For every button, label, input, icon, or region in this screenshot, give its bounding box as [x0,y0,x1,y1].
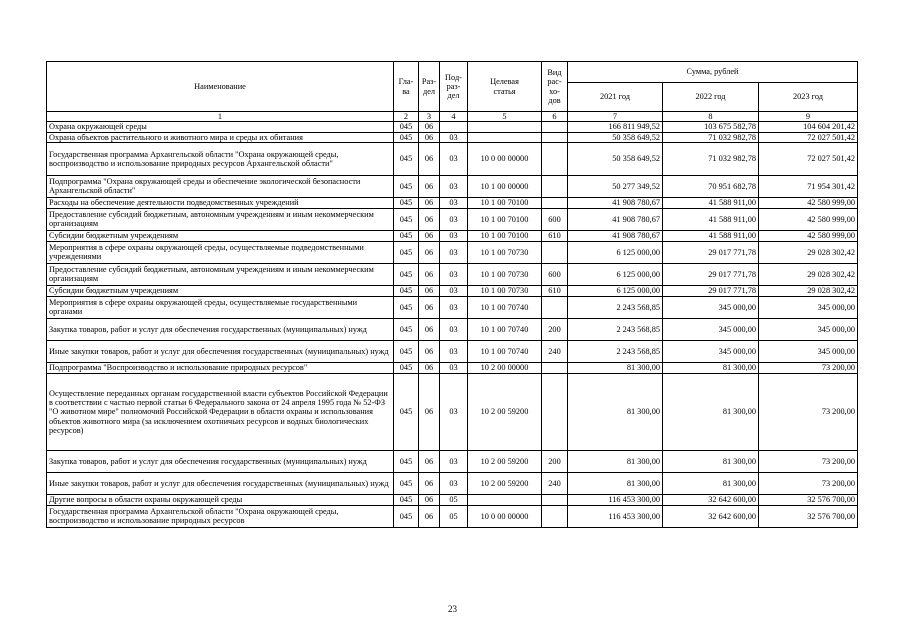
row-target-article [468,494,542,505]
row-glava: 045 [394,450,419,472]
row-sum-2022: 41 588 911,00 [663,208,759,230]
table-row [47,373,858,450]
row-glava: 045 [394,197,419,208]
table-row [47,472,858,494]
row-sum-2023: 32 576 700,00 [759,494,858,505]
row-name: Предоставление субсидий бюджетным, автономным учреждениям и иным некоммерческим организациям [47,208,394,230]
row-razdel: 06 [419,208,440,230]
table-row [47,296,858,318]
row-name: Мероприятия в сфере охраны окружающей среды, осуществляемые подведомственными учреждениями [47,241,394,263]
column-index: 6 [542,112,568,122]
row-sum-2021: 2 243 568,85 [568,296,663,318]
row-target-article: 10 1 00 70740 [468,318,542,340]
row-target-article: 10 2 00 00000 [468,362,542,373]
row-razdel: 06 [419,450,440,472]
row-sum-2023: 345 000,00 [759,296,858,318]
table-row [47,263,858,285]
row-name: Предоставление субсидий бюджетным, автономным учреждениям и иным некоммерческим организациям [47,263,394,285]
row-expense-type [542,132,568,142]
row-sum-2023: 72 027 501,42 [759,142,858,175]
row-sum-2022: 103 675 582,78 [663,122,759,132]
row-razdel: 06 [419,494,440,505]
row-sum-2021: 6 125 000,00 [568,241,663,263]
row-razdel: 06 [419,296,440,318]
row-razdel: 06 [419,175,440,197]
row-expense-type [542,142,568,175]
row-name: Расходы на обеспечение деятельности подведомственных учреждений [47,197,394,208]
column-index: 3 [419,112,440,122]
row-sum-2023: 42 580 999,00 [759,208,858,230]
row-target-article [468,122,542,132]
row-expense-type: 200 [542,318,568,340]
row-expense-type [542,373,568,450]
row-target-article: 10 0 00 00000 [468,505,542,527]
row-sum-2023: 72 027 501,42 [759,132,858,142]
row-sum-2023: 345 000,00 [759,340,858,362]
row-razdel: 06 [419,241,440,263]
row-target-article: 10 1 00 70730 [468,263,542,285]
row-sum-2021: 6 125 000,00 [568,263,663,285]
row-razdel: 06 [419,263,440,285]
table-row [47,241,858,263]
column-index: 9 [759,112,858,122]
row-target-article: 10 1 00 70100 [468,197,542,208]
row-podrazdel: 03 [440,285,468,296]
row-name: Охрана окружающей среды [47,122,394,132]
row-podrazdel: 05 [440,494,468,505]
row-podrazdel: 03 [440,142,468,175]
row-sum-2021: 81 300,00 [568,373,663,450]
row-name: Закупка товаров, работ и услуг для обеспечения государственных (муниципальных) нужд [47,318,394,340]
row-target-article: 10 1 00 70730 [468,241,542,263]
row-target-article: 10 1 00 00000 [468,175,542,197]
row-glava: 045 [394,505,419,527]
row-podrazdel: 03 [440,362,468,373]
row-sum-2021: 81 300,00 [568,472,663,494]
row-sum-2022: 345 000,00 [663,340,759,362]
header-year-2022: 2022 год [663,83,759,112]
row-sum-2021: 41 908 780,67 [568,230,663,241]
table-row [47,505,858,527]
row-sum-2021: 50 358 649,52 [568,132,663,142]
row-target-article: 10 2 00 59200 [468,450,542,472]
row-glava: 045 [394,142,419,175]
row-podrazdel: 03 [440,132,468,142]
column-index: 4 [440,112,468,122]
row-name: Государственная программа Архангельской области "Охрана окружающей среды, воспроизводство и использование природных ресурсов Архангельской области" [47,142,394,175]
row-glava: 045 [394,241,419,263]
row-name: Иные закупки товаров, работ и услуг для обеспечения государственных (муниципальных) нужд [47,340,394,362]
row-name: Подпрограмма "Воспроизводство и использование природных ресурсов" [47,362,394,373]
row-sum-2021: 50 358 649,52 [568,142,663,175]
row-expense-type: 600 [542,208,568,230]
row-sum-2021: 50 277 349,52 [568,175,663,197]
row-sum-2022: 32 642 600,00 [663,494,759,505]
table-row [47,142,858,175]
row-sum-2022: 71 032 982,78 [663,132,759,142]
row-sum-2021: 41 908 780,67 [568,197,663,208]
column-index: 1 [47,112,394,122]
row-sum-2023: 71 954 301,42 [759,175,858,197]
row-podrazdel: 03 [440,208,468,230]
row-glava: 045 [394,340,419,362]
row-name: Субсидии бюджетным учреждениям [47,230,394,241]
row-target-article: 10 0 00 00000 [468,142,542,175]
row-razdel: 06 [419,142,440,175]
row-podrazdel: 03 [440,340,468,362]
row-podrazdel [440,122,468,132]
row-target-article [468,132,542,142]
row-name: Субсидии бюджетным учреждениям [47,285,394,296]
row-glava: 045 [394,122,419,132]
row-expense-type: 610 [542,285,568,296]
row-expense-type: 200 [542,450,568,472]
row-sum-2022: 81 300,00 [663,362,759,373]
table-row [47,132,858,142]
column-index: 5 [468,112,542,122]
row-target-article: 10 1 00 70730 [468,285,542,296]
table-row [47,450,858,472]
row-glava: 045 [394,373,419,450]
row-target-article: 10 1 00 70100 [468,208,542,230]
row-name: Государственная программа Архангельской области "Охрана окружающей среды, воспроизводство и использование природных ресурсов [47,505,394,527]
row-razdel: 06 [419,230,440,241]
row-sum-2022: 71 032 982,78 [663,142,759,175]
column-index-row [47,112,858,122]
row-podrazdel: 03 [440,296,468,318]
row-sum-2022: 70 951 682,78 [663,175,759,197]
row-name: Закупка товаров, работ и услуг для обеспечения государственных (муниципальных) нужд [47,450,394,472]
row-name: Подпрограмма "Охрана окружающей среды и обеспечение экологической безопасности Архангельской области" [47,175,394,197]
row-glava: 045 [394,263,419,285]
row-expense-type: 600 [542,263,568,285]
header-razdel: Раз- дел [419,62,440,112]
row-glava: 045 [394,472,419,494]
column-index: 2 [394,112,419,122]
row-sum-2021: 116 453 300,00 [568,505,663,527]
row-glava: 045 [394,494,419,505]
row-sum-2022: 32 642 600,00 [663,505,759,527]
row-razdel: 06 [419,362,440,373]
row-sum-2022: 29 017 771,78 [663,241,759,263]
row-expense-type [542,362,568,373]
row-expense-type [542,197,568,208]
row-expense-type: 240 [542,340,568,362]
row-podrazdel: 03 [440,373,468,450]
page-number: 23 [448,604,457,614]
row-sum-2022: 81 300,00 [663,373,759,450]
row-razdel: 06 [419,472,440,494]
row-podrazdel: 05 [440,505,468,527]
row-sum-2021: 81 300,00 [568,450,663,472]
row-sum-2022: 345 000,00 [663,318,759,340]
row-glava: 045 [394,362,419,373]
row-sum-2022: 41 588 911,00 [663,230,759,241]
row-expense-type [542,494,568,505]
row-expense-type [542,122,568,132]
row-podrazdel: 03 [440,472,468,494]
row-sum-2022: 29 017 771,78 [663,263,759,285]
row-name: Осуществление переданных органам государственной власти субъектов Российской Федерации в соответствии с частью первой статьи 6 Федерального закона от 24 апреля 1995 года № 52-ФЗ "О животном мире" полномочий Российской Федерации в области охраны и использования объектов животного мира (за исключением охотничьих ресурсов и водных биологических ресурсов) [47,373,394,450]
row-razdel: 06 [419,132,440,142]
row-name: Охрана объектов растительного и животного мира и среды их обитания [47,132,394,142]
row-expense-type [542,505,568,527]
row-podrazdel: 03 [440,230,468,241]
row-podrazdel: 03 [440,263,468,285]
table-row [47,340,858,362]
row-sum-2023: 32 576 700,00 [759,505,858,527]
table-row [47,362,858,373]
row-sum-2022: 29 017 771,78 [663,285,759,296]
row-sum-2022: 81 300,00 [663,472,759,494]
row-target-article: 10 1 00 70100 [468,230,542,241]
row-sum-2023: 73 200,00 [759,373,858,450]
row-sum-2023: 42 580 999,00 [759,197,858,208]
row-razdel: 06 [419,373,440,450]
column-index: 8 [663,112,759,122]
header-sum: Сумма, рублей [568,62,858,83]
row-target-article: 10 2 00 59200 [468,472,542,494]
row-sum-2023: 42 580 999,00 [759,230,858,241]
row-sum-2022: 41 588 911,00 [663,197,759,208]
row-sum-2023: 29 028 302,42 [759,263,858,285]
row-glava: 045 [394,208,419,230]
row-glava: 045 [394,230,419,241]
header-target-article: Целевая статья [468,62,542,112]
row-razdel: 06 [419,505,440,527]
row-glava: 045 [394,285,419,296]
row-glava: 045 [394,132,419,142]
row-sum-2023: 29 028 302,42 [759,241,858,263]
column-index: 7 [568,112,663,122]
row-sum-2021: 166 811 949,52 [568,122,663,132]
table-row [47,197,858,208]
row-name: Иные закупки товаров, работ и услуг для обеспечения государственных (муниципальных) нужд [47,472,394,494]
row-razdel: 06 [419,285,440,296]
table-row [47,494,858,505]
table-row [47,318,858,340]
row-sum-2021: 41 908 780,67 [568,208,663,230]
table-row [47,175,858,197]
row-glava: 045 [394,296,419,318]
table-row [47,122,858,132]
row-podrazdel: 03 [440,318,468,340]
row-sum-2022: 345 000,00 [663,296,759,318]
row-podrazdel: 03 [440,175,468,197]
row-expense-type: 610 [542,230,568,241]
row-sum-2022: 81 300,00 [663,450,759,472]
row-podrazdel: 03 [440,450,468,472]
header-podrazdel: Под- раз- дел [440,62,468,112]
row-sum-2023: 104 604 201,42 [759,122,858,132]
table-row [47,285,858,296]
row-name: Мероприятия в сфере охраны окружающей среды, осуществляемые государственными органами [47,296,394,318]
budget-table [46,61,858,528]
header-name: Наименование [47,62,394,112]
row-expense-type: 240 [542,472,568,494]
row-razdel: 06 [419,197,440,208]
row-sum-2023: 73 200,00 [759,450,858,472]
row-podrazdel: 03 [440,241,468,263]
row-sum-2023: 73 200,00 [759,362,858,373]
row-name: Другие вопросы в области охраны окружающей среды [47,494,394,505]
row-razdel: 06 [419,340,440,362]
row-sum-2021: 2 243 568,85 [568,318,663,340]
row-target-article: 10 1 00 70740 [468,296,542,318]
row-glava: 045 [394,175,419,197]
header-expense-type: Вид рас- хо- дов [542,62,568,112]
header-glava: Гла- ва [394,62,419,112]
row-expense-type [542,241,568,263]
row-razdel: 06 [419,122,440,132]
row-sum-2023: 73 200,00 [759,472,858,494]
row-sum-2021: 6 125 000,00 [568,285,663,296]
row-expense-type [542,175,568,197]
header-year-2021: 2021 год [568,83,663,112]
row-glava: 045 [394,318,419,340]
row-razdel: 06 [419,318,440,340]
header-year-2023: 2023 год [759,83,858,112]
row-expense-type [542,296,568,318]
table-row [47,208,858,230]
row-sum-2023: 345 000,00 [759,318,858,340]
row-podrazdel: 03 [440,197,468,208]
row-sum-2023: 29 028 302,42 [759,285,858,296]
row-sum-2021: 116 453 300,00 [568,494,663,505]
row-target-article: 10 2 00 59200 [468,373,542,450]
table-row [47,230,858,241]
row-target-article: 10 1 00 70740 [468,340,542,362]
row-sum-2021: 2 243 568,85 [568,340,663,362]
row-sum-2021: 81 300,00 [568,362,663,373]
